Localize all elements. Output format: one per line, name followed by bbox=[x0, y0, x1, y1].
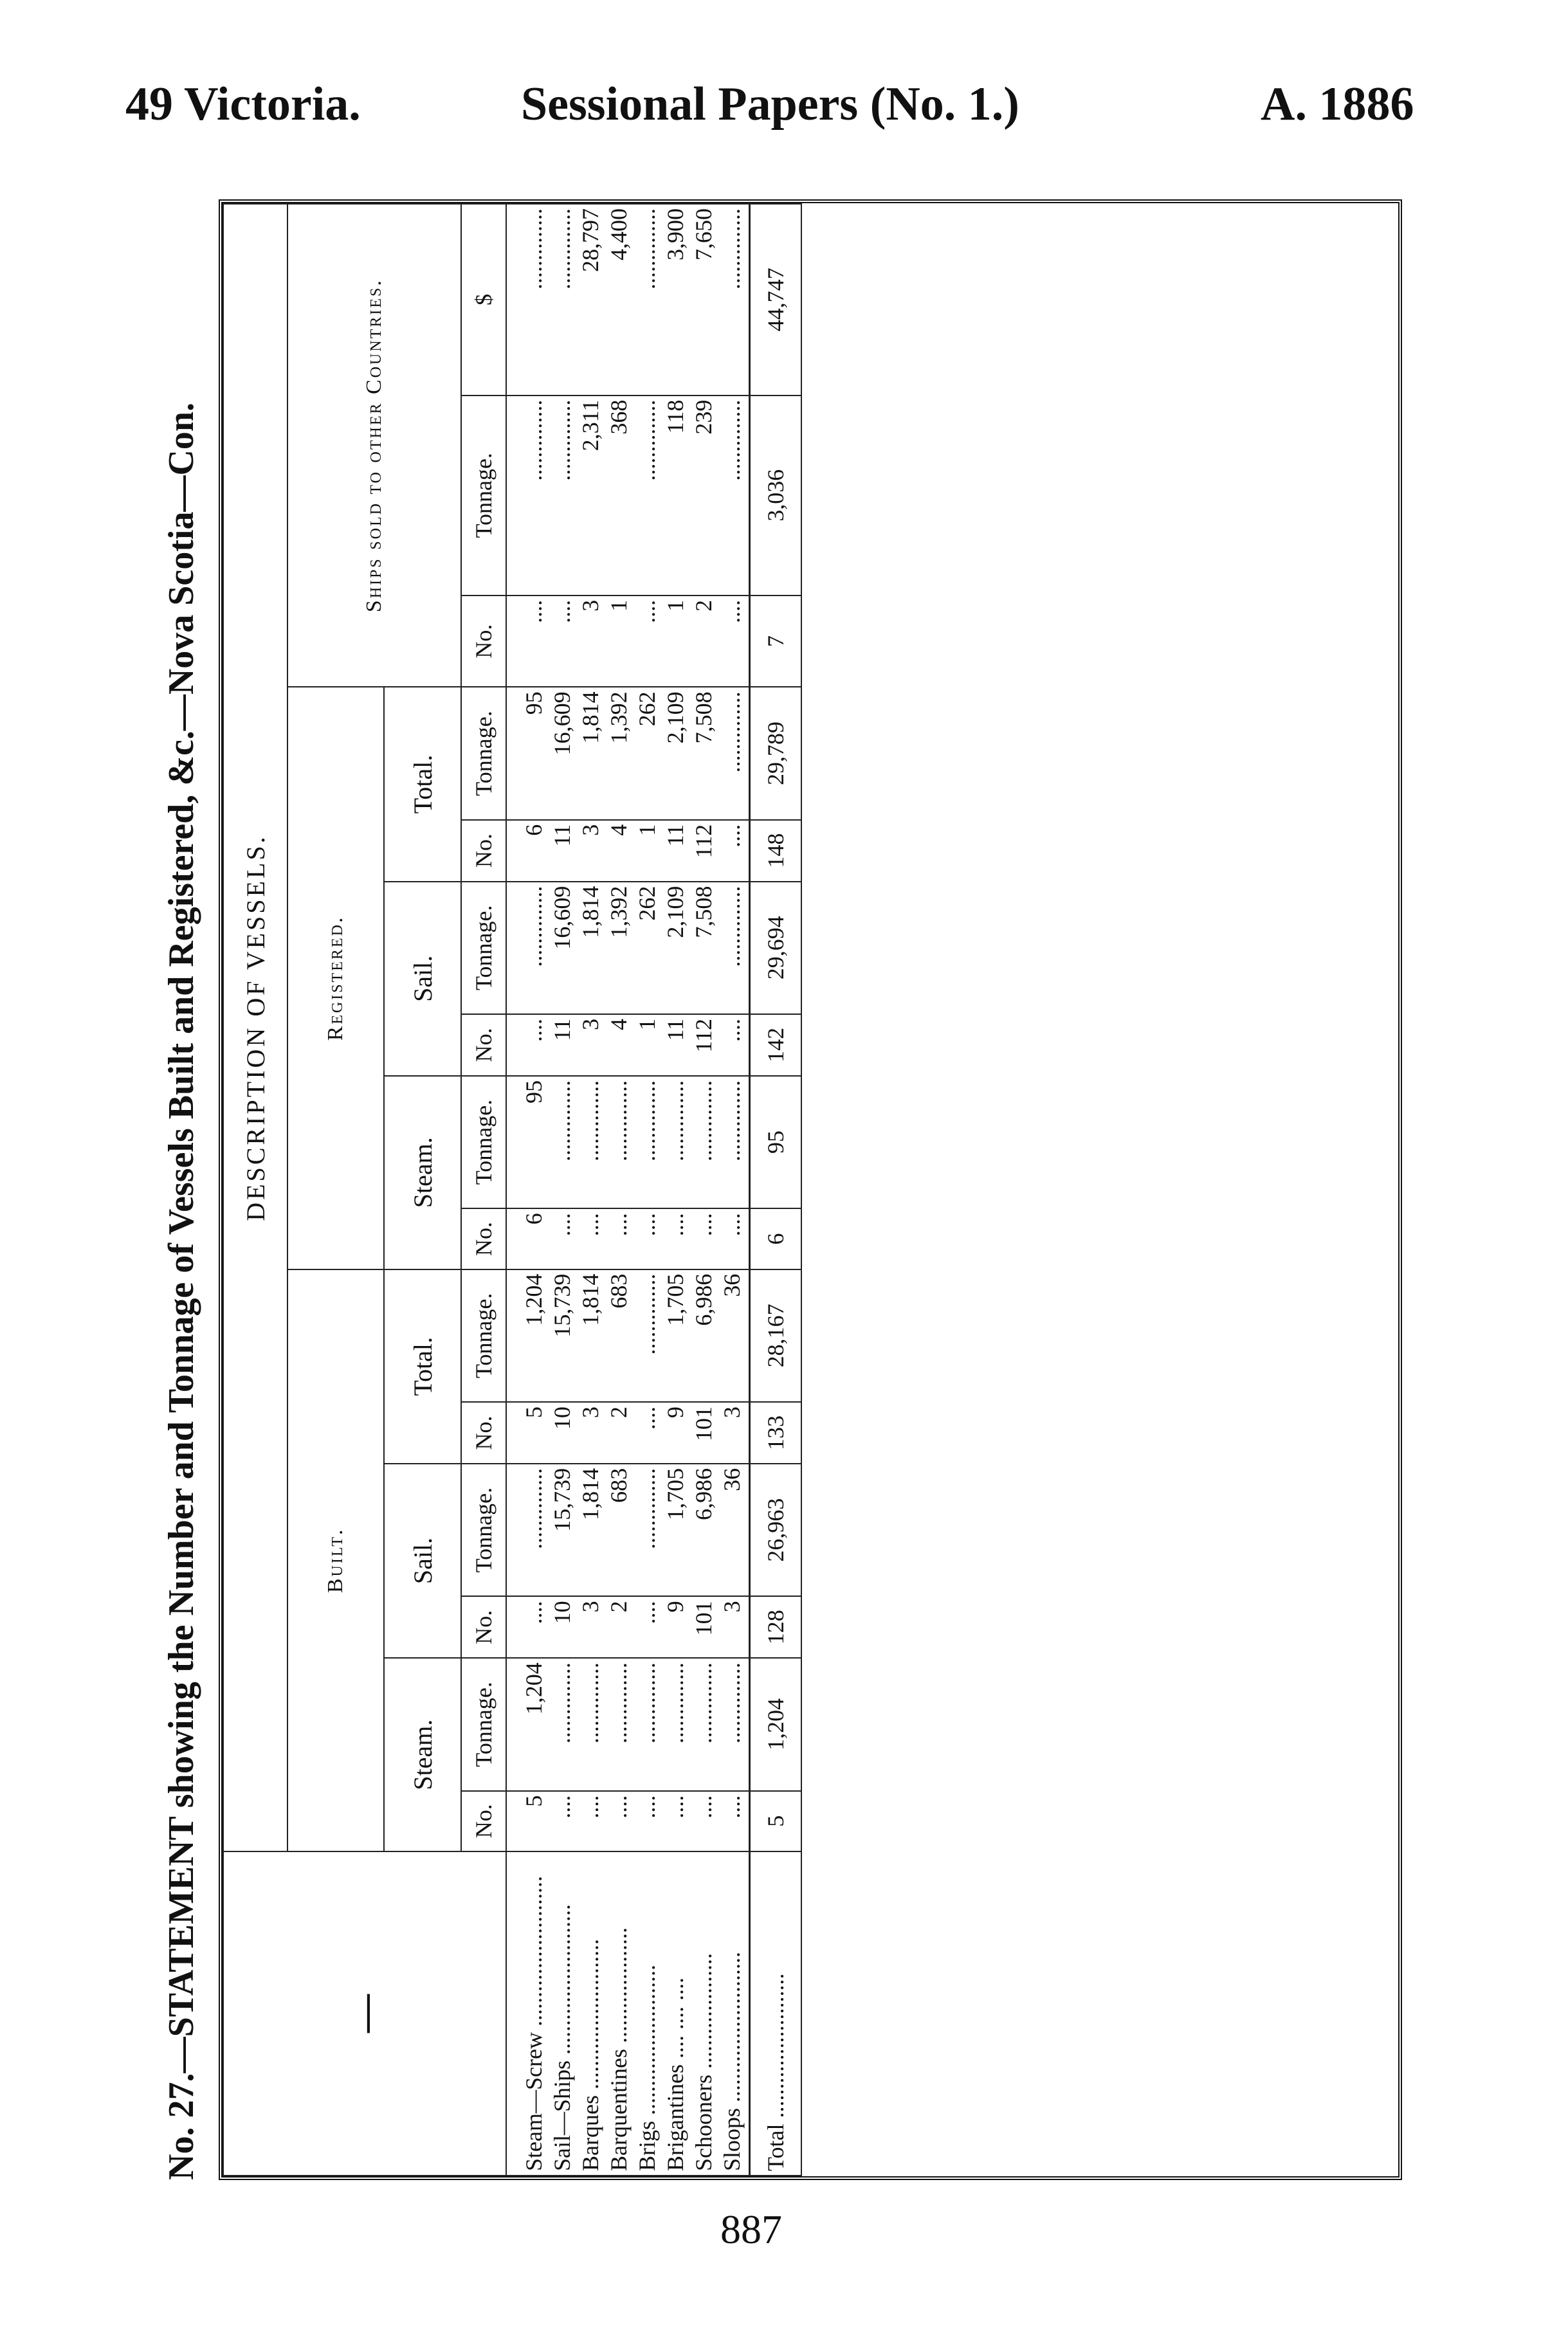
total-sold-no: 7 bbox=[750, 596, 802, 687]
row-5-b-tot-no: 9 bbox=[662, 1406, 688, 1419]
col-no: No. bbox=[461, 596, 506, 687]
col-no: No. bbox=[461, 1402, 506, 1464]
row-3-b-sail-no: 2 bbox=[606, 1601, 632, 1613]
total-built-sail-ton: 26,963 bbox=[750, 1464, 802, 1596]
row-3-r-steam-no: .... bbox=[606, 1213, 632, 1237]
statement-title: No. 27.—STATEMENT showing the Number and Tonnage of Vessels Built and Registered, &c.—Nova Scotia—Con. bbox=[161, 402, 201, 2180]
row-0-b-sail-no: .... bbox=[521, 1601, 547, 1624]
row-1-r-tot-no: 11 bbox=[549, 824, 575, 847]
row-7-b-tot-ton: 36 bbox=[719, 1273, 745, 1297]
row-1-s-val: .............. bbox=[549, 208, 575, 289]
row-3-b-sail-ton: 683 bbox=[606, 1468, 632, 1503]
row-6-b-steam-no: .... bbox=[691, 1795, 716, 1819]
col-no: No. bbox=[461, 1208, 506, 1269]
col-tonnage: Tonnage. bbox=[461, 1464, 506, 1596]
total-reg-total-ton: 29,789 bbox=[750, 687, 802, 819]
row-4-s-ton: .............. bbox=[634, 399, 660, 481]
row-2-b-sail-no: 3 bbox=[578, 1601, 603, 1613]
row-7-r-steam-no: .... bbox=[719, 1213, 745, 1237]
row-0-b-tot-ton: 1,204 bbox=[521, 1273, 547, 1326]
row-5-b-sail-ton: 1,705 bbox=[662, 1468, 688, 1520]
row-1-r-sail-no: 11 bbox=[549, 1018, 575, 1041]
sold-no-col bbox=[506, 596, 750, 687]
rotated-content bbox=[154, 174, 1428, 2199]
description-header: DESCRIPTION OF VESSELS. bbox=[223, 204, 287, 1851]
registered-steam-header: Steam. bbox=[384, 1076, 461, 1269]
row-7-r-sail-no: .... bbox=[719, 1018, 745, 1042]
row-1-b-tot-ton: 15,739 bbox=[549, 1273, 575, 1338]
row-2-s-no: 3 bbox=[578, 599, 603, 612]
row-3-r-sail-no: 4 bbox=[606, 1018, 632, 1030]
reg-sail-ton-col bbox=[506, 882, 750, 1014]
label-col bbox=[506, 1851, 750, 2176]
row-0-s-no: .... bbox=[521, 599, 547, 623]
total-built-sail-no: 128 bbox=[750, 1596, 802, 1658]
row-2-r-tot-ton: 1,814 bbox=[578, 691, 603, 744]
row-5-r-steam-no: .... bbox=[662, 1213, 688, 1237]
total-built-total-no: 133 bbox=[750, 1402, 802, 1464]
row-3-b-tot-no: 2 bbox=[606, 1406, 632, 1419]
row-0-s-val: .............. bbox=[521, 208, 547, 289]
row-3-label: Barquentines .................... bbox=[606, 1927, 632, 2171]
row-7-r-sail-ton: .............. bbox=[719, 886, 745, 967]
col-no: No. bbox=[461, 820, 506, 882]
row-6-r-steam-ton: .............. bbox=[691, 1080, 716, 1161]
col-tonnage: Tonnage. bbox=[461, 687, 506, 819]
row-0-b-sail-ton: .............. bbox=[521, 1468, 547, 1549]
table-frame bbox=[219, 199, 1402, 2180]
row-0-r-sail-no: .... bbox=[521, 1018, 547, 1042]
row-7-b-sail-ton: 36 bbox=[719, 1468, 745, 1491]
row-4-b-sail-no: .... bbox=[634, 1601, 660, 1624]
total-reg-steam-ton: 95 bbox=[750, 1076, 802, 1208]
row-2-b-tot-no: 3 bbox=[578, 1406, 603, 1419]
built-steam-header: Steam. bbox=[384, 1658, 461, 1851]
row-1-r-sail-ton: 16,609 bbox=[549, 886, 575, 950]
row-4-b-steam-ton: .............. bbox=[634, 1662, 660, 1744]
row-0-r-steam-no: 6 bbox=[521, 1213, 547, 1225]
row-5-b-steam-ton: .............. bbox=[662, 1662, 688, 1744]
built-sail-ton-col bbox=[506, 1464, 750, 1596]
row-0-b-steam-ton: 1,204 bbox=[521, 1662, 547, 1715]
page-number: 887 bbox=[720, 2206, 782, 2252]
row-0-r-sail-ton: .............. bbox=[521, 886, 547, 967]
row-6-b-sail-ton: 6,986 bbox=[691, 1468, 716, 1520]
row-2-s-val: 28,797 bbox=[578, 208, 603, 272]
row-6-b-tot-ton: 6,986 bbox=[691, 1273, 716, 1326]
total-built-total-ton: 28,167 bbox=[750, 1269, 802, 1402]
sold-value-col bbox=[506, 204, 750, 396]
row-7-b-steam-no: .... bbox=[719, 1795, 745, 1819]
row-1-b-sail-ton: 15,739 bbox=[549, 1468, 575, 1532]
row-6-label: Schooners .................... bbox=[691, 1953, 716, 2171]
row-2-b-sail-ton: 1,814 bbox=[578, 1468, 603, 1520]
row-5-s-no: 1 bbox=[662, 599, 688, 612]
row-6-s-no: 2 bbox=[691, 599, 716, 612]
table-body-row bbox=[506, 204, 750, 2176]
row-6-r-tot-ton: 7,508 bbox=[691, 691, 716, 744]
row-7-label: Sloops .......................... bbox=[719, 1951, 745, 2171]
reg-steam-no-col bbox=[506, 1208, 750, 1269]
row-6-b-sail-no: 101 bbox=[691, 1601, 716, 1636]
row-2-r-sail-ton: 1,814 bbox=[578, 886, 603, 938]
row-3-r-steam-ton: .............. bbox=[606, 1080, 632, 1161]
row-5-r-sail-no: 11 bbox=[662, 1018, 688, 1041]
row-4-r-tot-ton: 262 bbox=[634, 691, 660, 727]
built-total-header: Total. bbox=[384, 1269, 461, 1464]
col-tonnage: Tonnage. bbox=[461, 1269, 506, 1402]
col-no: No. bbox=[461, 1596, 506, 1658]
table-total-row bbox=[750, 204, 802, 2176]
total-sold-value: 44,747 bbox=[750, 204, 802, 396]
row-4-r-steam-no: .... bbox=[634, 1213, 660, 1237]
row-1-b-tot-no: 10 bbox=[549, 1406, 575, 1430]
row-6-r-sail-ton: 7,508 bbox=[691, 886, 716, 938]
row-1-b-steam-no: .... bbox=[549, 1795, 575, 1819]
total-reg-sail-no: 142 bbox=[750, 1014, 802, 1076]
row-1-s-ton: .............. bbox=[549, 399, 575, 481]
row-3-s-ton: 368 bbox=[606, 399, 632, 435]
row-6-b-steam-ton: .............. bbox=[691, 1662, 716, 1744]
group-registered-header: Registered. bbox=[287, 687, 384, 1269]
built-sail-no-col bbox=[506, 1596, 750, 1658]
built-steam-no-col bbox=[506, 1791, 750, 1851]
total-reg-steam-no: 6 bbox=[750, 1208, 802, 1269]
row-7-s-no: .... bbox=[719, 599, 745, 623]
row-7-b-tot-no: 3 bbox=[719, 1406, 745, 1419]
row-3-b-steam-ton: .............. bbox=[606, 1662, 632, 1744]
col-tonnage: Tonnage. bbox=[461, 396, 506, 596]
col-dollar: $ bbox=[461, 204, 506, 396]
row-5-r-tot-ton: 2,109 bbox=[662, 691, 688, 744]
row-2-b-steam-ton: .............. bbox=[578, 1662, 603, 1744]
reg-sail-no-col bbox=[506, 1014, 750, 1076]
row-3-s-no: 1 bbox=[606, 599, 632, 612]
row-3-r-tot-ton: 1,392 bbox=[606, 691, 632, 744]
total-built-steam-no: 5 bbox=[750, 1791, 802, 1851]
sold-ton-col bbox=[506, 396, 750, 596]
row-1-r-steam-ton: .............. bbox=[549, 1080, 575, 1161]
col-no: No. bbox=[461, 1014, 506, 1076]
row-7-b-steam-ton: .............. bbox=[719, 1662, 745, 1744]
reg-total-no-col bbox=[506, 820, 750, 882]
group-sold-header: Ships sold to other Countries. bbox=[287, 204, 461, 687]
row-2-label: Barques .......................... bbox=[578, 1939, 603, 2171]
total-reg-sail-ton: 29,694 bbox=[750, 882, 802, 1014]
row-5-b-sail-no: 9 bbox=[662, 1601, 688, 1613]
row-5-s-ton: 118 bbox=[662, 399, 688, 434]
row-0-b-steam-no: 5 bbox=[521, 1795, 547, 1807]
row-5-b-steam-no: .... bbox=[662, 1795, 688, 1819]
row-0-r-tot-no: 6 bbox=[521, 824, 547, 836]
row-0-s-ton: .............. bbox=[521, 399, 547, 481]
row-1-r-steam-no: .... bbox=[549, 1213, 575, 1237]
total-built-steam-ton: 1,204 bbox=[750, 1658, 802, 1790]
row-5-r-sail-ton: 2,109 bbox=[662, 886, 688, 938]
registered-sail-header: Sail. bbox=[384, 882, 461, 1076]
row-2-s-ton: 2,311 bbox=[578, 399, 603, 451]
row-2-r-sail-no: 3 bbox=[578, 1018, 603, 1030]
row-7-r-steam-ton: .............. bbox=[719, 1080, 745, 1161]
row-6-r-sail-no: 112 bbox=[691, 1018, 716, 1053]
col-tonnage: Tonnage. bbox=[461, 882, 506, 1014]
col-tonnage: Tonnage. bbox=[461, 1076, 506, 1208]
row-5-r-steam-ton: .............. bbox=[662, 1080, 688, 1161]
row-4-s-no: .... bbox=[634, 599, 660, 623]
row-4-b-tot-ton: .............. bbox=[634, 1273, 660, 1355]
row-4-b-steam-no: .... bbox=[634, 1795, 660, 1819]
row-5-label: Brigantines .... .... .... bbox=[662, 1978, 688, 2171]
row-1-s-no: .... bbox=[549, 599, 575, 623]
registered-total-header: Total. bbox=[384, 687, 461, 881]
built-total-ton-col bbox=[506, 1269, 750, 1402]
row-1-b-steam-ton: .............. bbox=[549, 1662, 575, 1744]
row-6-r-steam-no: .... bbox=[691, 1213, 716, 1237]
row-2-r-steam-ton: .............. bbox=[578, 1080, 603, 1161]
row-3-s-val: 4,400 bbox=[606, 208, 632, 260]
row-1-label: Sail—Ships .......................... bbox=[549, 1904, 575, 2171]
row-2-b-tot-ton: 1,814 bbox=[578, 1273, 603, 1326]
row-7-s-ton: .............. bbox=[719, 399, 745, 481]
row-4-r-tot-no: 1 bbox=[634, 824, 660, 836]
row-1-b-sail-no: 10 bbox=[549, 1601, 575, 1624]
header-center: Sessional Papers (No. 1.) bbox=[521, 78, 1019, 131]
col-no: No. bbox=[461, 1791, 506, 1851]
row-4-s-val: .............. bbox=[634, 208, 660, 289]
col-tonnage: Tonnage. bbox=[461, 1658, 506, 1790]
total-reg-total-no: 148 bbox=[750, 820, 802, 882]
row-3-r-sail-ton: 1,392 bbox=[606, 886, 632, 938]
row-3-r-tot-no: 4 bbox=[606, 824, 632, 836]
row-7-r-tot-no: .... bbox=[719, 824, 745, 848]
row-2-b-steam-no: .... bbox=[578, 1795, 603, 1819]
row-7-b-sail-no: 3 bbox=[719, 1601, 745, 1613]
row-0-r-tot-ton: 95 bbox=[521, 691, 547, 715]
row-7-s-val: .............. bbox=[719, 208, 745, 289]
row-1-r-tot-ton: 16,609 bbox=[549, 691, 575, 756]
row-7-r-tot-ton: .............. bbox=[719, 691, 745, 773]
group-built-header: Built. bbox=[287, 1269, 384, 1851]
header-left: 49 Victoria. bbox=[125, 78, 361, 131]
row-6-s-ton: 239 bbox=[691, 399, 716, 435]
built-sail-header: Sail. bbox=[384, 1464, 461, 1658]
row-6-s-val: 7,650 bbox=[691, 208, 716, 260]
row-3-b-steam-no: .... bbox=[606, 1795, 632, 1819]
row-5-r-tot-no: 11 bbox=[662, 824, 688, 847]
reg-total-ton-col bbox=[506, 687, 750, 819]
total-sold-ton: 3,036 bbox=[750, 396, 802, 596]
row-4-label: Brigs .......................... bbox=[634, 1964, 660, 2171]
row-0-label: Steam—Screw .......................... bbox=[521, 1876, 547, 2171]
row-2-r-steam-no: .... bbox=[578, 1213, 603, 1237]
row-5-s-val: 3,900 bbox=[662, 208, 688, 260]
description-dash-cell: — bbox=[223, 1851, 506, 2176]
total-label: Total ......................... bbox=[750, 1851, 802, 2176]
row-4-r-steam-ton: .............. bbox=[634, 1080, 660, 1161]
row-2-r-tot-no: 3 bbox=[578, 824, 603, 836]
row-0-b-tot-no: 5 bbox=[521, 1406, 547, 1419]
row-3-b-tot-ton: 683 bbox=[606, 1273, 632, 1309]
row-4-r-sail-no: 1 bbox=[634, 1018, 660, 1030]
row-4-b-tot-no: .... bbox=[634, 1406, 660, 1430]
vessels-table bbox=[223, 203, 802, 2176]
reg-steam-ton-col bbox=[506, 1076, 750, 1208]
row-6-r-tot-no: 112 bbox=[691, 824, 716, 859]
header-right: A. 1886 bbox=[1261, 78, 1414, 131]
row-6-b-tot-no: 101 bbox=[691, 1406, 716, 1442]
row-0-r-steam-ton: 95 bbox=[521, 1080, 547, 1104]
built-total-no-col bbox=[506, 1402, 750, 1464]
row-5-b-tot-ton: 1,705 bbox=[662, 1273, 688, 1326]
built-steam-ton-col bbox=[506, 1658, 750, 1790]
row-4-r-sail-ton: 262 bbox=[634, 886, 660, 921]
rotated-table-region bbox=[154, 174, 1428, 2199]
row-4-b-sail-ton: .............. bbox=[634, 1468, 660, 1549]
